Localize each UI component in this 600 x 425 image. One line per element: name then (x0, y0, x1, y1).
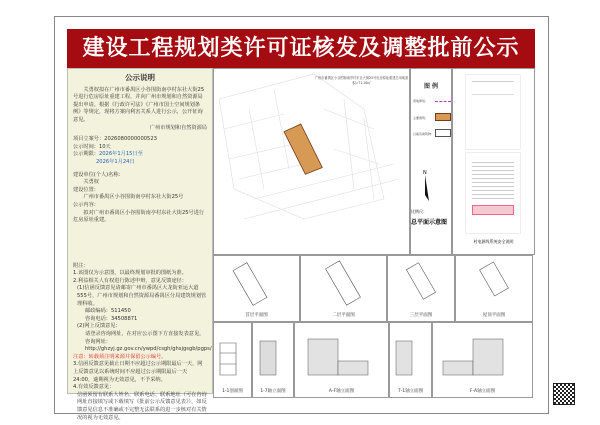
qr-code[interactable] (553, 383, 575, 405)
site-plan-title: 总平面示意图 (411, 219, 448, 226)
note-item: 咨询电话：34508871 (85, 315, 138, 322)
documents-panel (452, 68, 535, 255)
notice-issuer: 广州市规划和自然资源局 (149, 124, 207, 131)
note-item: 2.利益相关人有权进行陈述申辩，意见反馈途径： (73, 277, 187, 284)
date-from: 2026年1月15日至 (98, 151, 143, 158)
legend-existing-label: 以前有建筑物： (413, 132, 435, 136)
note-item: 1.该图仅为示意图，以最终规划审批的图纸为准。 (73, 270, 187, 277)
note-item: (1)信函反馈意见请邮寄广州市番禺区大龙街亚运大道555号，广州市规划和自然资源局番禺区分局建筑规划管理科收。 (77, 285, 207, 307)
roof-plan: 屋顶平面图 (455, 255, 533, 322)
legend-existing-swatch (435, 129, 451, 137)
note-item: 3.信函反馈意见截止日期不应超过公示期限最后一天，网上反馈意见以系统时间不应超过公示期限最后一天24:00，逾期视为无效意见，不予采纳。 (73, 361, 203, 383)
documents-caption: 村电源线系统安全说明 (473, 239, 514, 244)
notice-intro: 关勇权拟在广州市番禺区小谷围街南亭村东社大街25号进行危房原址重建工程，并向广州市规划和自然资源局提出申请。根据《行政许可法》《广州市国土空间规划条例》等规定，现将方案向利害关系人进行公示，公开征询意见。 (73, 86, 205, 123)
applicant: 关勇权 (83, 179, 99, 186)
legend-panel (410, 68, 452, 255)
note-item: 请登录咨询网址，在对应公示图下方直接发表意见。 (85, 331, 205, 338)
page-title: 建设工程规划类许可证核发及调整批前公示 (67, 29, 535, 68)
content: 拟对广州市番禺区小谷围街南亭村东社大街25号进行危房原址重建。 (73, 209, 205, 224)
notice-heading: 公示说明 (125, 73, 155, 82)
legend-boundary-swatch (435, 101, 451, 102)
legend-boundary-label: 用地界线： (413, 99, 429, 103)
svg-text:N: N (423, 170, 427, 176)
elevation-2: A-F轴立面图 (294, 322, 389, 398)
elevation-3: 7-1轴立面图 (389, 322, 432, 398)
site-plan-panel (213, 68, 410, 255)
notice-panel (67, 68, 213, 421)
floor-plan-3: 三层平面图 (387, 255, 455, 322)
dates-label: 公示期限： (73, 151, 99, 158)
note-item: 咨询网址： (85, 338, 111, 345)
note-item: (2)网上反馈意见： (77, 323, 121, 330)
project-no: 2026080000000523 (104, 136, 157, 143)
location: 广州市番禺区小谷围街南亭村东社大街25号 (83, 194, 184, 201)
elevation-1: 1-7轴立面图 (252, 322, 294, 398)
project-no-label: 项目立案号： (73, 136, 105, 143)
location-label: 建设位置： (73, 186, 99, 193)
note-item: 信函须留有联系人姓名、联系电话、联系地址（可在咨询网址直接填写或下载填写《批前公示反馈意见表》），如反馈意见信息不准确或不完整无法联系的进一步核对有关情况的视为无效意见。 (77, 391, 207, 421)
date-to: 2026年1月24日 (96, 158, 135, 165)
note-item: 4.有效反馈意见： (73, 384, 115, 391)
period-label: 公示时间： (73, 143, 99, 150)
content-label: 公示内容： (73, 201, 99, 208)
legend-building-swatch (435, 113, 451, 121)
applicant-label: 建设单位(个人)名称： (73, 171, 124, 178)
section-1-1: 1-1剖面图 (213, 322, 252, 398)
document-page (465, 152, 521, 234)
legend-building-label: 主要建筑： (413, 116, 429, 120)
site-plan-caption: 广州市番禺区小谷围街南亭村东社大街25号危房原址重建总用地面积=71.26㎡ (314, 76, 409, 85)
consult-url[interactable]: http://ghzyj.gz.gov.cn/ywpd/csgh/ghsjgsgb/pgps/ (85, 346, 212, 353)
note-item: 邮政编码：511450 (85, 308, 131, 315)
north-arrow-icon (417, 169, 433, 205)
period: 10天 (98, 143, 111, 150)
floor-plan-2: 二层平面图 (300, 255, 387, 322)
site-plan-map (214, 69, 411, 256)
document-page (465, 74, 521, 150)
elevation-4: F-A轴立面图 (432, 322, 533, 398)
warning-text: 注意：转载须注明来源并保留公示编号。 (73, 353, 167, 360)
floor-plan-1: 首层平面图 (213, 255, 300, 322)
notes-label: 附注： (73, 262, 89, 269)
legend-title: 图 例 (423, 83, 439, 90)
scale-label: 比例尺： (411, 209, 427, 214)
